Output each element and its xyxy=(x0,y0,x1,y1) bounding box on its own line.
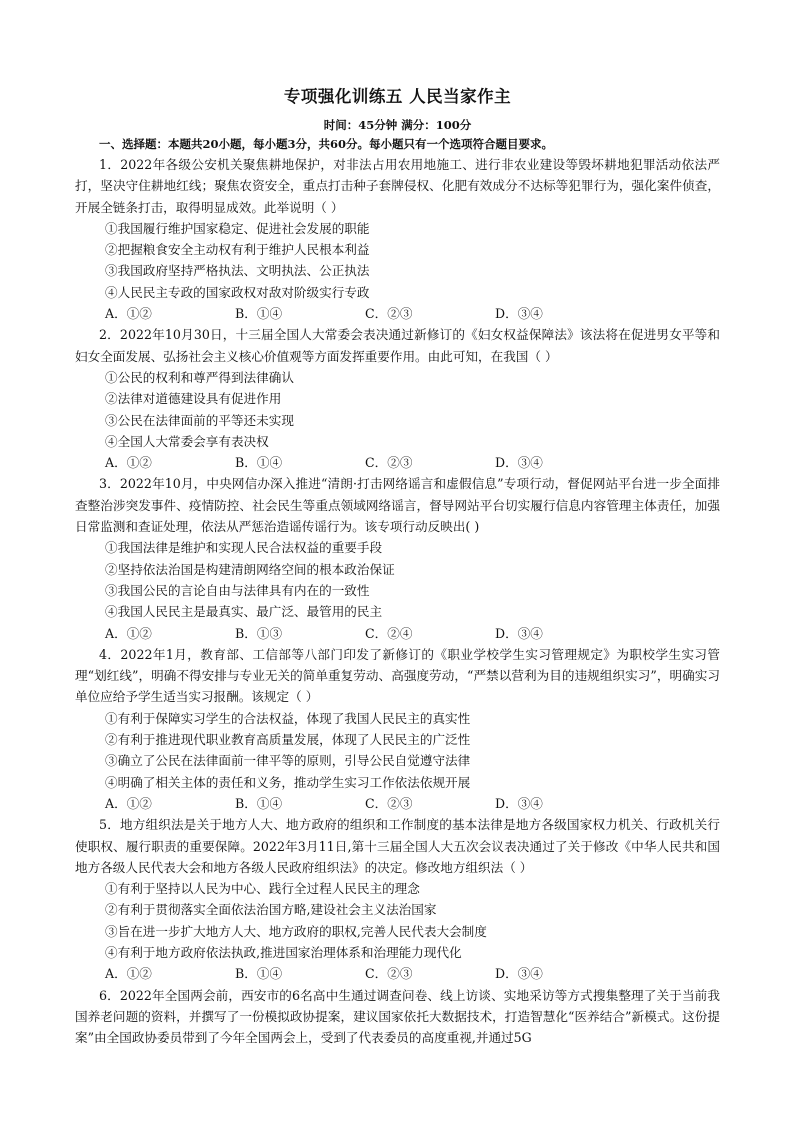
exam-info: 时间：45分钟 满分：100分 xyxy=(323,118,472,132)
statement: ③我国政府坚持严格执法、文明执法、公正执法 xyxy=(105,263,370,279)
answer-options xyxy=(75,623,720,644)
option-a: A．①② xyxy=(105,306,152,322)
answer-options xyxy=(75,303,720,324)
statement: ③我国公民的言论自由与法律具有内在的一致性 xyxy=(105,582,370,598)
option-d: D．③④ xyxy=(495,795,543,811)
question-stem: 3．2022年10月，中央网信办深入推进“清朗·打击网络谣言和虚假信息”专项行动，督促网站平台进一步全面排查整治涉突发事件、疫情防控、社会民生等重点领域网络谣言，督导网站平台切实履行信息内容管理主体责任，加强日常监测和查证处理，依法从严惩治造谣传谣行为。该专项行动反映出( ) xyxy=(75,476,720,535)
statement: ②把握粮食安全主动权有利于维护人民根本利益 xyxy=(105,242,370,258)
statement: ④有利于地方政府依法执政,推进国家治理体系和治理能力现代化 xyxy=(105,944,462,960)
statement: ②有利于贯彻落实全面依法治国方略,建设社会主义法治国家 xyxy=(105,902,437,918)
page-title: 专项强化训练五 人民当家作主 xyxy=(283,87,512,106)
option-b: B．①④ xyxy=(235,455,283,471)
statement: ②坚持依法治国是构建清朗网络空间的根本政治保证 xyxy=(105,561,395,577)
statement: ①我国履行维护国家稳定、促进社会发展的职能 xyxy=(105,220,370,236)
option-b: B．①③ xyxy=(235,625,283,641)
statement: ①我国法律是维护和实现人民合法权益的重要手段 xyxy=(105,540,383,556)
statement: ④明确了相关主体的责任和义务，推动学生实习工作依法依规开展 xyxy=(105,774,471,790)
statement: ②有利于推进现代职业教育高质量发展，体现了人民民主的广泛性 xyxy=(105,732,471,748)
question-stem: 2．2022年10月30日，十三届全国人大常委会表决通过新修订的《妇女权益保障法》该法将在促进男女平等和妇女全面发展、弘扬社会主义核心价值观等方面发挥重要作用。由此可知，在我国（ ） xyxy=(75,327,720,364)
statement: ④我国人民民主是最真实、最广泛、最管用的民主 xyxy=(105,604,383,620)
question-2 xyxy=(75,324,720,473)
option-a: A．①② xyxy=(105,795,152,811)
option-d: D．③④ xyxy=(495,625,543,641)
statement: ①有利于保障实习学生的合法权益，体现了我国人民民主的真实性 xyxy=(105,710,471,726)
option-c: C．②③ xyxy=(365,455,413,471)
statement: ②法律对道德建设具有促进作用 xyxy=(105,391,282,407)
question-stem: 6．2022年全国两会前，西安市的6名高中生通过调查问卷、线上访谈、实地采访等方式搜集整理了关于当前我国养老问题的资料，并撰写了一份模拟政协提案，建议国家依托大数据技术，打造智慧化“医养结合”新模式。这份提案”由全国政协委员带到了今年全国两会上，受到了代表委员的高度重视,并通过5G xyxy=(75,987,720,1046)
option-d: D．③④ xyxy=(495,966,543,982)
statement: ④人民民主专政的国家政权对敌对阶级实行专政 xyxy=(105,284,370,300)
document-content xyxy=(75,86,720,1048)
option-c: C．②③ xyxy=(365,306,413,322)
question-stem: 4．2022年1月，教育部、工信部等八部门印发了新修订的《职业学校学生实习管理规定》为职校学生实习管理“划红线”，明确不得安排与专业无关的简单重复劳动、高强度劳动，“严禁以营利为目的违规组织实习”，明确实习单位应给予学生适当实习报酬。该规定（ ） xyxy=(75,646,720,705)
question-stem: 5．地方组织法是关于地方人大、地方政府的组织和工作制度的基本法律是地方各级国家权力机关、行政机关行使职权、履行职责的重要保障。2022年3月11日,第十三届全国人大五次会议表决通过了关于修改《中华人民共和国地方各级人民代表大会和地方各级人民政府组织法》的决定。修改地方组织法（ ） xyxy=(75,817,720,875)
question-3 xyxy=(75,473,720,643)
statement: ③公民在法律面前的平等还未实现 xyxy=(105,412,294,428)
option-b: B．①④ xyxy=(235,795,283,811)
statement: ③确立了公民在法律面前一律平等的原则，引导公民自觉遵守法律 xyxy=(105,753,471,769)
answer-options xyxy=(75,452,720,473)
option-c: C．②④ xyxy=(365,625,413,641)
question-4 xyxy=(75,644,720,814)
option-d: D．③④ xyxy=(495,306,543,322)
section-heading: 一、选择题：本题共20小题，每小题3分，共60分。每小题只有一个选项符合题目要求。 xyxy=(99,137,554,151)
statement: ①公民的权利和尊严得到法律确认 xyxy=(105,369,294,385)
option-a: A．①② xyxy=(105,966,152,982)
option-d: D．③④ xyxy=(495,455,543,471)
option-b: B．①④ xyxy=(235,966,283,982)
option-a: A．①② xyxy=(105,455,152,471)
question-6 xyxy=(75,985,720,1049)
option-b: B．①④ xyxy=(235,306,283,322)
statement: ①有利于坚持以人民为中心、践行全过程人民民主的理念 xyxy=(105,881,420,897)
answer-options xyxy=(75,793,720,814)
statement: ④全国人大常委会享有表决权 xyxy=(105,433,269,449)
question-1 xyxy=(75,154,720,324)
option-c: C．②③ xyxy=(365,795,413,811)
option-c: C．②③ xyxy=(365,966,413,982)
question-stem: 1．2022年各级公安机关聚焦耕地保护，对非法占用农用地施工、进行非农业建设等毁坏耕地犯罪活动依法严打，坚决守住耕地红线；聚焦农资安全，重点打击种子套牌侵权、化肥有效成分不达标等犯罪行为，强化案件侦查，开展全链条打击，取得明显成效。此举说明（ ） xyxy=(75,157,720,215)
question-5 xyxy=(75,814,720,984)
answer-options xyxy=(75,963,720,984)
statement: ③旨在进一步扩大地方人大、地方政府的职权,完善人民代表大会制度 xyxy=(105,923,487,939)
option-a: A．①② xyxy=(105,625,152,641)
